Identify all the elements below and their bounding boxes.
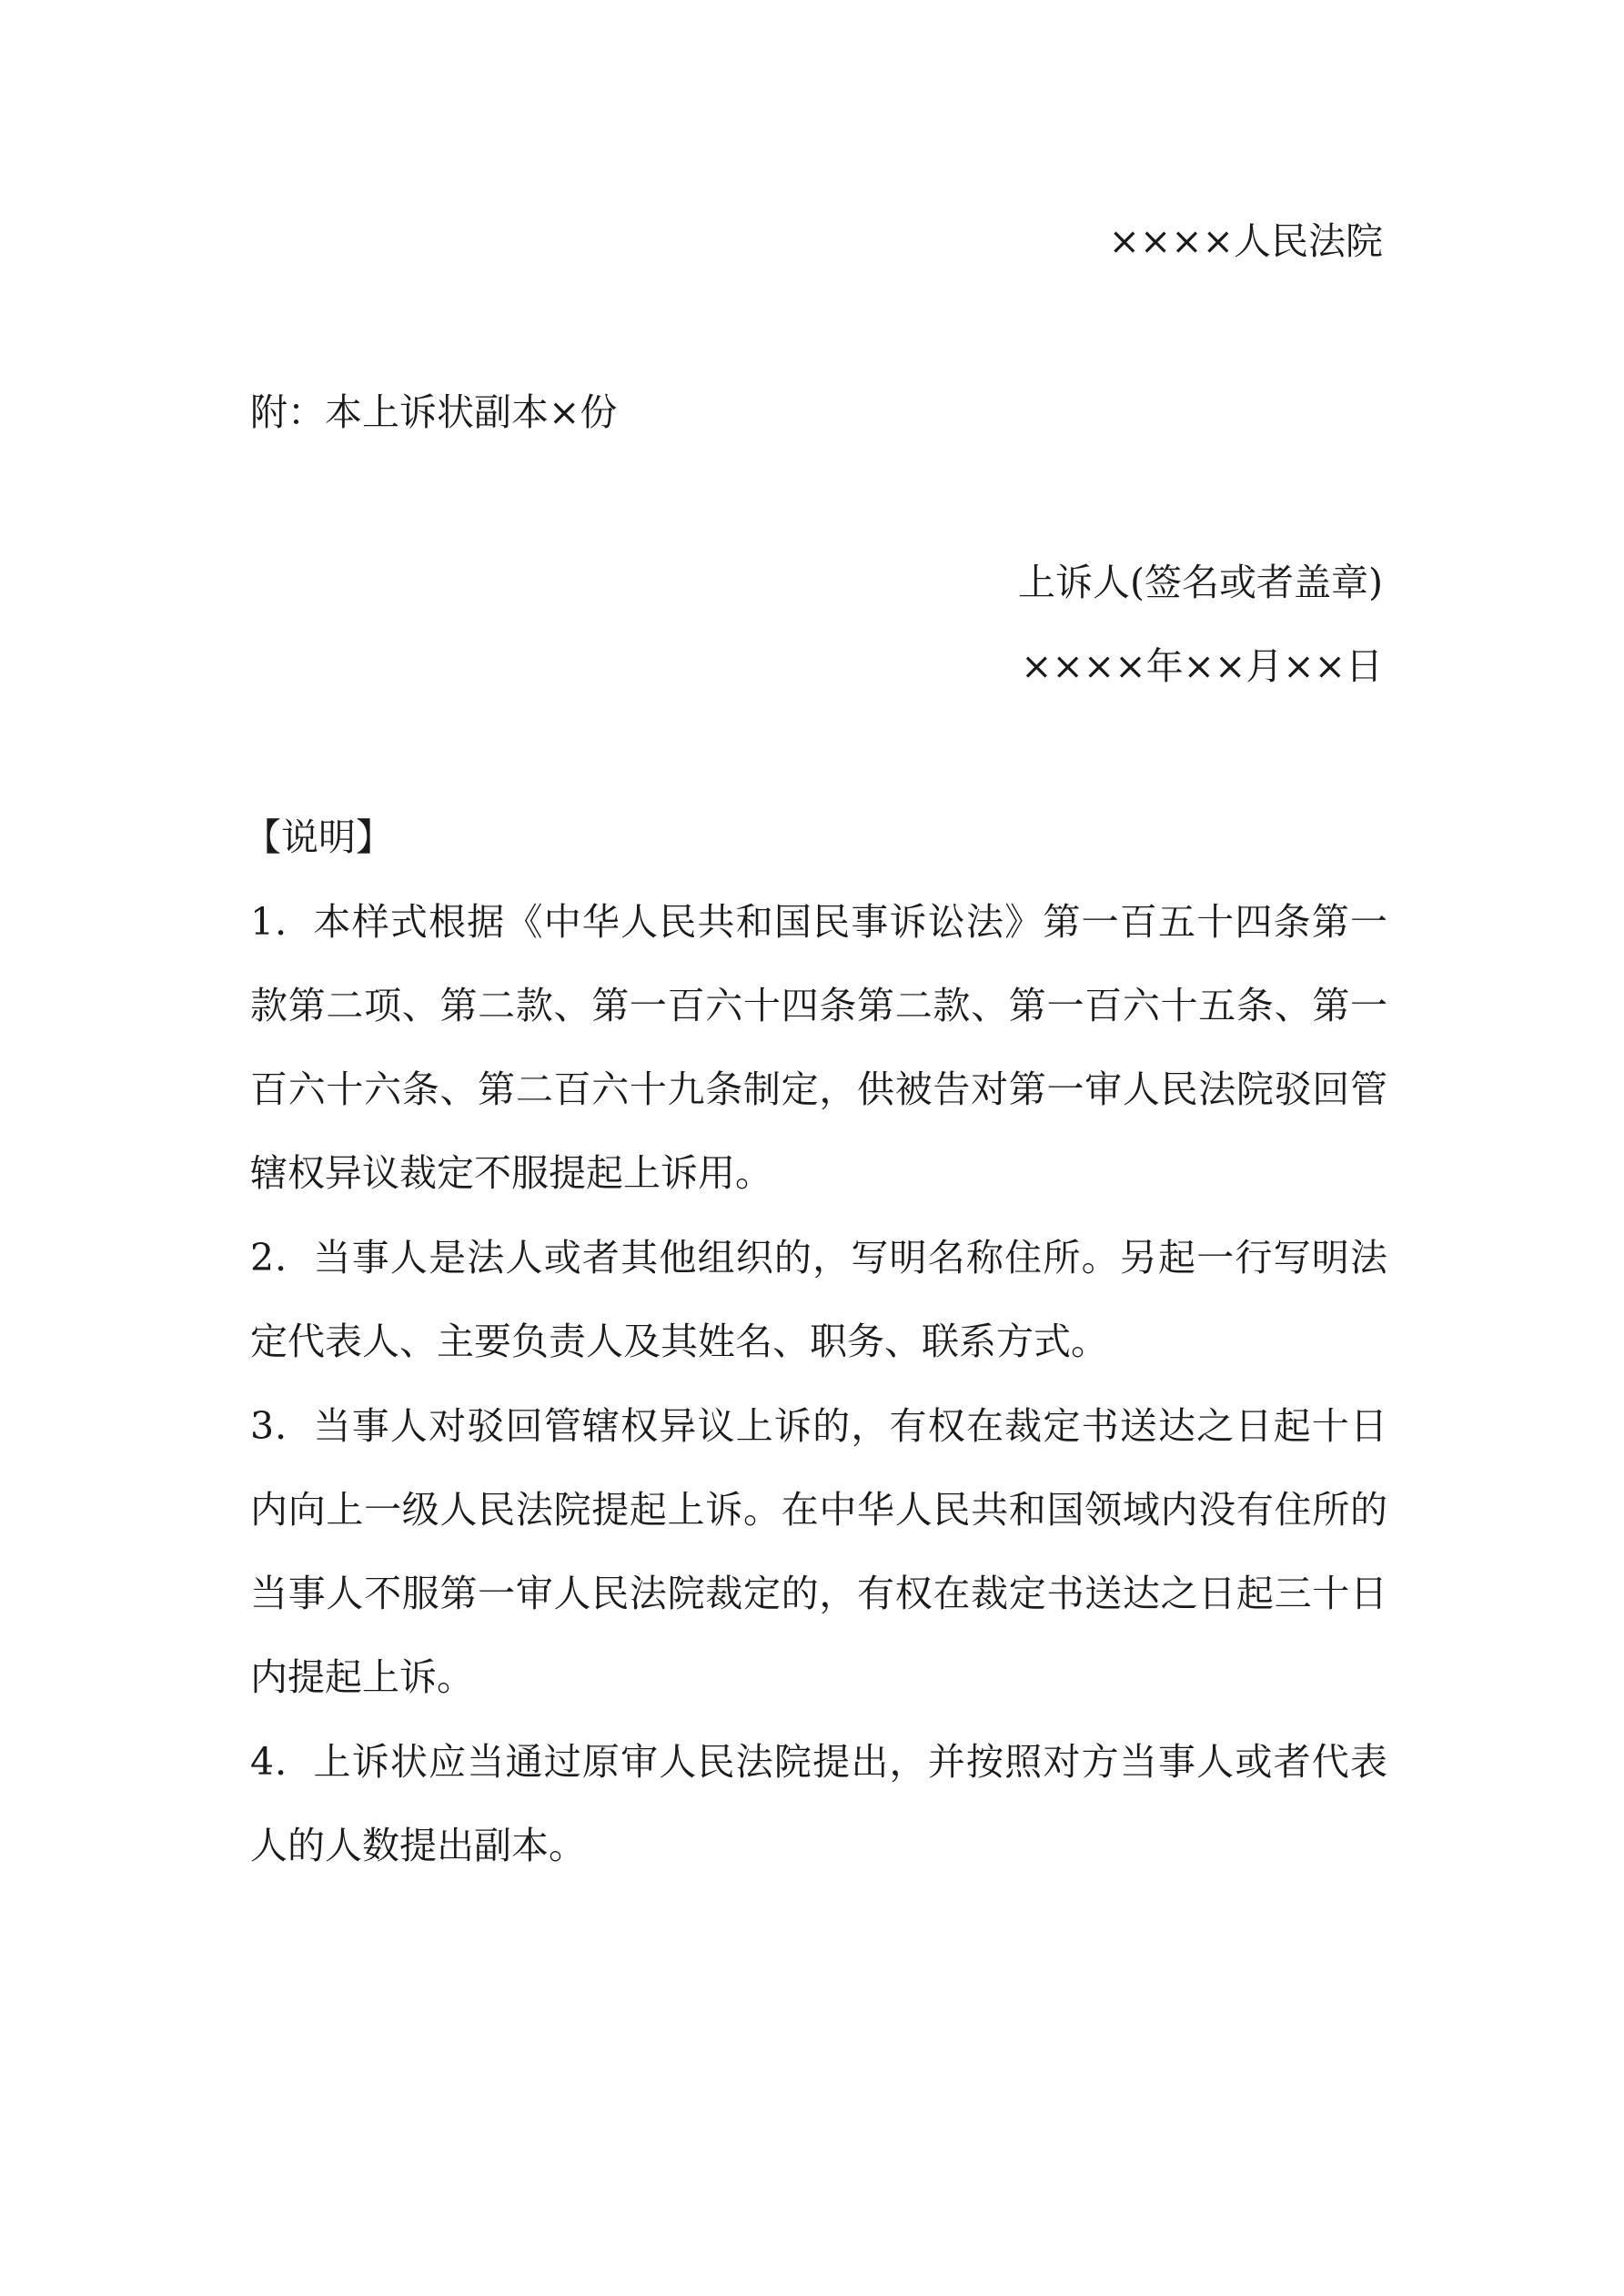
note-line: 3．当事人对驳回管辖权异议上诉的，有权在裁定书送达之日起十日 bbox=[250, 1404, 1387, 1448]
note-line: 内提起上诉。 bbox=[250, 1655, 474, 1699]
note-line: 内向上一级人民法院提起上诉。在中华人民共和国领域内没有住所的 bbox=[250, 1488, 1387, 1532]
note-line: 人的人数提出副本。 bbox=[250, 1824, 586, 1867]
note-line: 百六十六条、第二百六十九条制定，供被告对第一审人民法院驳回管 bbox=[250, 1067, 1387, 1111]
signature-date: ××××年××月××日 bbox=[1021, 644, 1383, 688]
appellant-signature: 上诉人(签名或者盖章) bbox=[1018, 561, 1383, 604]
note-line: 款第二项、第二款、第一百六十四条第二款、第一百六十五条、第一 bbox=[250, 984, 1387, 1027]
note-line: 1．本样式根据《中华人民共和国民事诉讼法》第一百五十四条第一 bbox=[250, 900, 1387, 944]
note-line: 当事人不服第一审人民法院裁定的，有权在裁定书送达之日起三十日 bbox=[250, 1572, 1387, 1615]
court-name: ××××人民法院 bbox=[1108, 219, 1383, 263]
note-line: 2．当事人是法人或者其他组织的，写明名称住所。另起一行写明法 bbox=[250, 1236, 1387, 1279]
note-line: 定代表人、主要负责人及其姓名、职务、联系方式。 bbox=[250, 1320, 1108, 1363]
notes-heading: 【说明】 bbox=[244, 815, 393, 859]
note-line: 4．上诉状应当通过原审人民法院提出，并按照对方当事人或者代表 bbox=[250, 1740, 1387, 1784]
note-line: 辖权异议裁定不服提起上诉用。 bbox=[250, 1151, 772, 1195]
attachment-note: 附：本上诉状副本×份 bbox=[250, 390, 618, 434]
